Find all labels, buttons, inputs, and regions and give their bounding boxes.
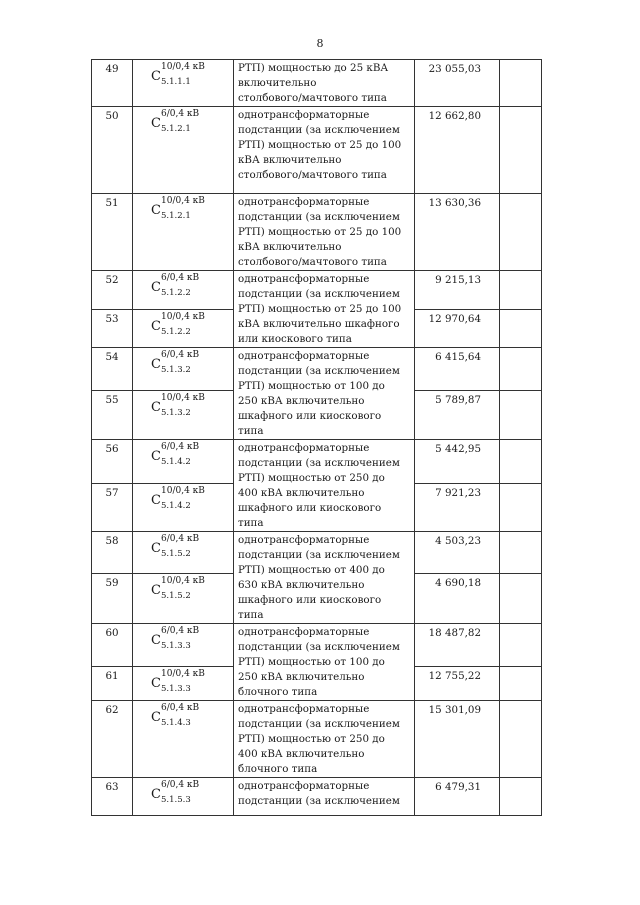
rate-index: 5.1.4.2 — [161, 501, 191, 512]
description: однотрансформаторные подстанции (за исключением РТП) мощностью от 400 до 630 кВА включительно шкафного или киоскового типа — [234, 532, 415, 624]
rate-code — [133, 194, 234, 271]
table-row — [92, 440, 542, 484]
page-number: 8 — [316, 37, 324, 50]
rate-value: 6 479,31 — [415, 778, 500, 816]
row-number: 54 — [92, 348, 133, 391]
empty-cell — [500, 310, 542, 348]
rate-code — [133, 532, 234, 574]
rate-code — [133, 60, 234, 107]
voltage-level: 6/0,4 кВ — [161, 350, 200, 360]
voltage-level: 6/0,4 кВ — [161, 442, 200, 452]
rate-value: 5 442,95 — [415, 440, 500, 484]
rate-code — [133, 440, 234, 484]
voltage-level: 6/0,4 кВ — [161, 534, 200, 544]
table-row — [92, 107, 542, 194]
rate-index: 5.1.3.2 — [161, 408, 191, 419]
voltage-level: 10/0,4 кВ — [161, 576, 205, 587]
rate-code — [133, 701, 234, 778]
voltage-level: 6/0,4 кВ — [161, 109, 200, 119]
rate-value: 15 301,09 — [415, 701, 500, 778]
row-number: 49 — [92, 60, 133, 107]
rate-symbol: С — [151, 449, 161, 464]
description: однотрансформаторные подстанции (за исключением РТП) мощностью от 250 до 400 кВА включительно шкафного или киоскового типа — [234, 440, 415, 532]
rate-symbol: С — [151, 633, 161, 648]
rate-code — [133, 391, 234, 440]
rate-code — [133, 271, 234, 310]
rate-symbol: С — [151, 280, 161, 295]
voltage-level: 10/0,4 кВ — [161, 196, 205, 206]
rate-value: 4 503,23 — [415, 532, 500, 574]
rate-index: 5.1.2.1 — [161, 211, 191, 221]
rate-symbol: С — [151, 710, 161, 725]
rate-symbol: С — [151, 787, 161, 802]
rate-value: 7 921,23 — [415, 484, 500, 532]
rate-symbol: С — [151, 493, 161, 509]
rate-index: 5.1.5.2 — [161, 549, 191, 559]
empty-cell — [500, 391, 542, 440]
voltage-level: 10/0,4 кВ — [161, 668, 205, 679]
rate-symbol: С — [151, 203, 161, 218]
table-row — [92, 60, 542, 107]
rate-index: 5.1.5.3 — [161, 795, 191, 805]
empty-cell — [500, 666, 542, 700]
rate-code — [133, 310, 234, 348]
description: однотрансформаторные подстанции (за исключением РТП) мощностью от 100 до 250 кВА включительно шкафного или киоскового типа — [234, 348, 415, 440]
description: однотрансформаторные подстанции (за исключением РТП) мощностью от 25 до 100 кВА включительно столбового/мачтового типа — [234, 107, 415, 194]
rate-index: 5.1.5.2 — [161, 591, 191, 602]
rate-index: 5.1.3.3 — [161, 641, 191, 651]
voltage-level: 10/0,4 кВ — [161, 486, 205, 497]
voltage-level: 6/0,4 кВ — [161, 273, 200, 283]
row-number: 56 — [92, 440, 133, 484]
row-number: 63 — [92, 778, 133, 816]
description: однотрансформаторные подстанции (за исключением — [234, 778, 415, 816]
empty-cell — [500, 624, 542, 667]
row-number: 51 — [92, 194, 133, 271]
empty-cell — [500, 484, 542, 532]
row-number: 52 — [92, 271, 133, 310]
row-number: 61 — [92, 666, 133, 700]
description: однотрансформаторные подстанции (за исключением РТП) мощностью от 100 до 250 кВА включительно блочного типа — [234, 624, 415, 701]
empty-cell — [500, 348, 542, 391]
rate-code — [133, 666, 234, 700]
row-number: 62 — [92, 701, 133, 778]
rate-code — [133, 348, 234, 391]
rate-symbol: С — [151, 541, 161, 556]
rate-index: 5.1.1.1 — [161, 77, 191, 87]
rate-index: 5.1.3.3 — [161, 683, 191, 694]
rate-value: 12 755,22 — [415, 666, 500, 700]
row-number: 50 — [92, 107, 133, 194]
rate-code — [133, 778, 234, 816]
row-number: 57 — [92, 484, 133, 532]
empty-cell — [500, 271, 542, 310]
row-number: 55 — [92, 391, 133, 440]
rate-symbol: С — [151, 69, 161, 84]
row-number: 59 — [92, 574, 133, 624]
voltage-level: 6/0,4 кВ — [161, 626, 200, 636]
rate-code — [133, 624, 234, 667]
table-row — [92, 194, 542, 271]
table-row — [92, 348, 542, 391]
empty-cell — [500, 574, 542, 624]
empty-cell — [500, 778, 542, 816]
rate-value: 23 055,03 — [415, 60, 500, 107]
empty-cell — [500, 440, 542, 484]
voltage-level: 10/0,4 кВ — [161, 62, 205, 72]
empty-cell — [500, 60, 542, 107]
rate-value: 5 789,87 — [415, 391, 500, 440]
rate-code — [133, 484, 234, 532]
empty-cell — [500, 107, 542, 194]
rate-symbol: С — [151, 583, 161, 599]
empty-cell — [500, 701, 542, 778]
rate-index: 5.1.4.3 — [161, 718, 191, 728]
description: однотрансформаторные подстанции (за исключением РТП) мощностью от 25 до 100 кВА включительно шкафного или киоскового типа — [234, 271, 415, 348]
empty-cell — [500, 194, 542, 271]
row-number: 53 — [92, 310, 133, 348]
rate-value: 12 662,80 — [415, 107, 500, 194]
rate-index: 5.1.2.2 — [161, 288, 191, 298]
row-number: 58 — [92, 532, 133, 574]
table-row — [92, 271, 542, 310]
table-row — [92, 701, 542, 778]
description: РТП) мощностью до 25 кВА включительно столбового/мачтового типа — [234, 60, 415, 107]
rate-value: 9 215,13 — [415, 271, 500, 310]
rate-value: 4 690,18 — [415, 574, 500, 624]
rate-value: 13 630,36 — [415, 194, 500, 271]
table-row — [92, 532, 542, 574]
voltage-level: 10/0,4 кВ — [161, 312, 205, 322]
voltage-level: 6/0,4 кВ — [161, 703, 200, 713]
table-row — [92, 778, 542, 816]
rate-code — [133, 574, 234, 624]
rate-symbol: С — [151, 357, 161, 372]
description: однотрансформаторные подстанции (за исключением РТП) мощностью от 25 до 100 кВА включительно столбового/мачтового типа — [234, 194, 415, 271]
rate-index: 5.1.4.2 — [161, 457, 191, 467]
voltage-level: 10/0,4 кВ — [161, 393, 205, 404]
rate-code — [133, 107, 234, 194]
rate-symbol: С — [151, 319, 161, 334]
rate-index: 5.1.2.2 — [161, 327, 191, 337]
row-number: 60 — [92, 624, 133, 667]
rate-value: 18 487,82 — [415, 624, 500, 667]
rate-value: 12 970,64 — [415, 310, 500, 348]
table-row — [92, 624, 542, 667]
rate-index: 5.1.3.2 — [161, 365, 191, 375]
tariff-table — [91, 59, 542, 816]
voltage-level: 6/0,4 кВ — [161, 780, 200, 790]
rate-symbol: С — [151, 116, 161, 131]
rate-value: 6 415,64 — [415, 348, 500, 391]
rate-index: 5.1.2.1 — [161, 124, 191, 134]
empty-cell — [500, 532, 542, 574]
description: однотрансформаторные подстанции (за исключением РТП) мощностью от 250 до 400 кВА включительно блочного типа — [234, 701, 415, 778]
rate-symbol: С — [151, 400, 161, 416]
rate-symbol: С — [151, 675, 161, 691]
